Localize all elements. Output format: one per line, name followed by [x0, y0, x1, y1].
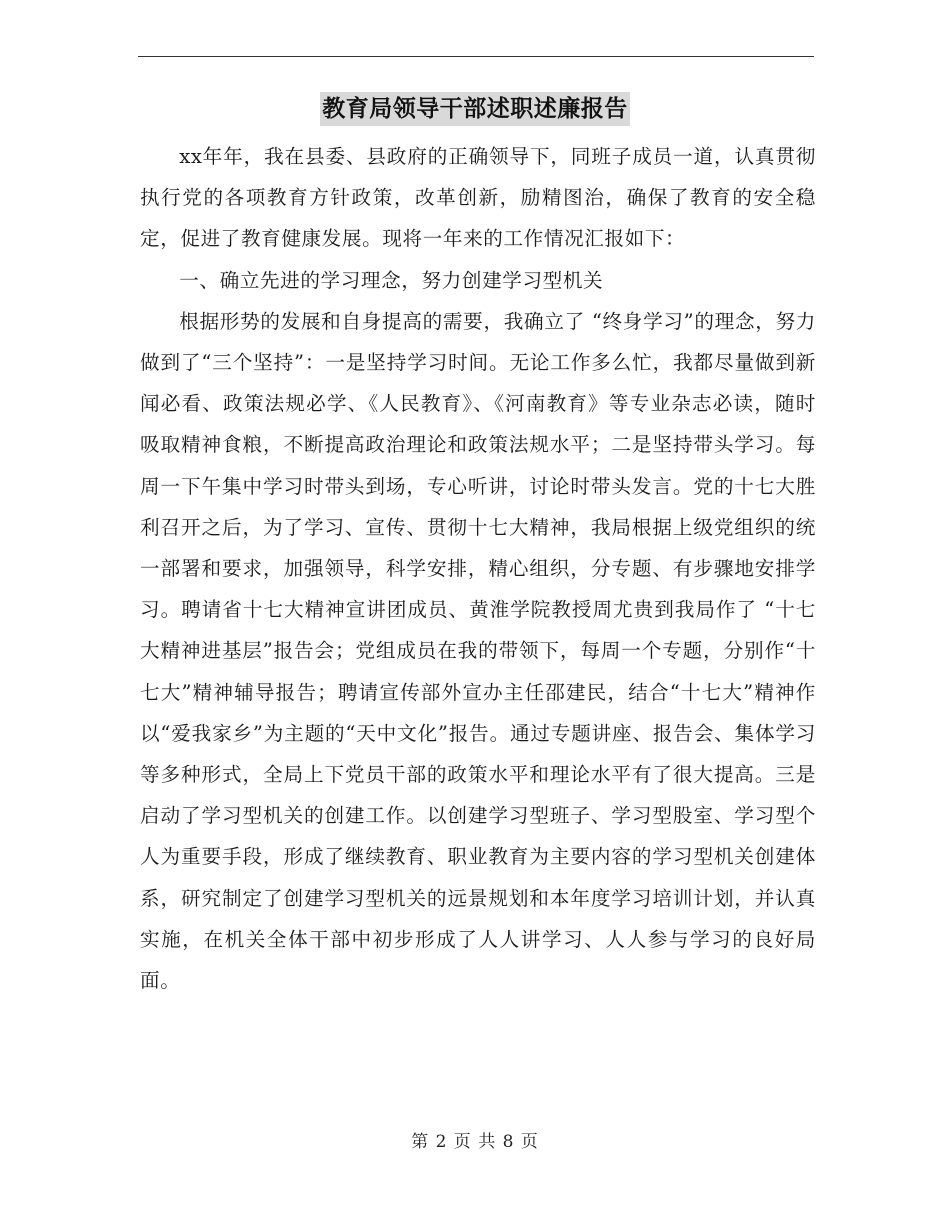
- section-heading: 一、确立先进的学习理念，努力创建学习型机关: [179, 268, 604, 292]
- document-title: 教育局领导干部述职述廉报告: [320, 92, 630, 126]
- body-paragraph: 根据形势的发展和自身提高的需要，我确立了 “终身学习”的理念，努力做到了“三个坚持”：一是坚持学习时间。无论工作多么忙，我都尽量做到新闻必看、政策法规必学、《人民教育》、《河南教育》等专业杂志必读，随时吸取精神食粮，不断提高政治理论和政策法规水平；二是坚持带头学习。每周一下午集中学习时带头到场，专心听讲，讨论时带头发言。党的十七大胜利召开之后，为了学习、宣传、贯彻十七大精神，我局根据上级党组织的统一部署和要求，加强领导，科学安排，精心组织，分专题、有步骤地安排学习。聘请省十七大精神宣讲团成员、黄淮学院教授周尤贵到我局作了 “十七大精神进基层”报告会；党组成员在我的带领下，每周一个专题，分别作“十七大”精神辅导报告；聘请宣传部外宣办主任邵建民，结合“十七大”精神作以“爱我家乡”为主题的“天中文化”报告。通过专题讲座、报告会、集体学习等多种形式，全局上下党员干部的政策水平和理论水平有了很大提高。三是启动了学习型机关的创建工作。以创建学习型班子、学习型股室、学习型个人为重要手段，形成了继续教育、职业教育为主要内容的学习型机关创建体系，研究制定了创建学习型机关的远景规划和本年度学习培训计划，并认真实施，在机关全体干部中初步形成了人人讲学习、人人参与学习的良好局面。: [140, 309, 816, 993]
- page-number-footer: 第 2 页 共 8 页: [411, 1132, 539, 1152]
- intro-paragraph: xx年年，我在县委、县政府的正确领导下，同班子成员一道，认真贯彻执行党的各项教育方针政策，改革创新，励精图治，确保了教育的安全稳定，促进了教育健康发展。现将一年来的工作情况汇报如下：: [140, 145, 816, 251]
- document-body: [140, 136, 816, 1001]
- title-container: [0, 92, 950, 126]
- header-rule: [138, 56, 814, 57]
